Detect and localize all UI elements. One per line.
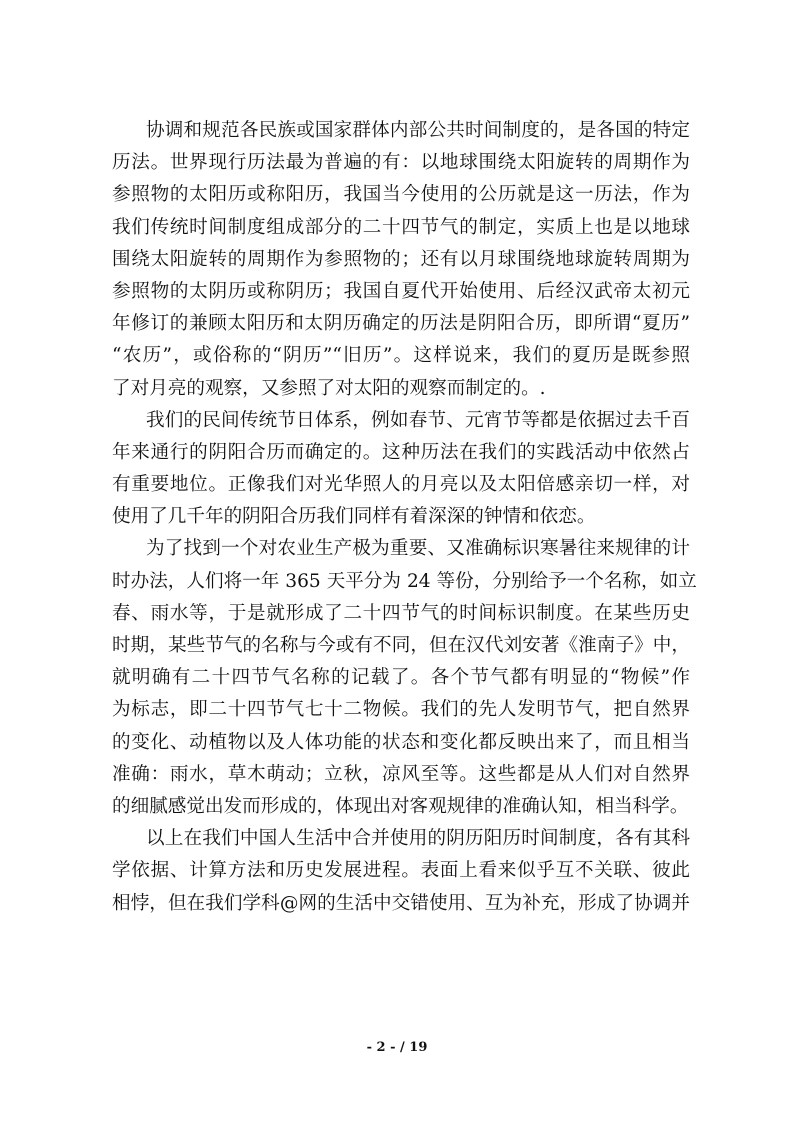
text-line: 准确：雨水，草木萌动；立秋，凉风至等。这些都是从人们对自然界 xyxy=(112,763,690,785)
text-line: 以上在我们中国人生活中合并使用的阴历阳历时间制度，各有其科 xyxy=(146,828,690,850)
text-line: 的细腻感觉出发而形成的，体现出对客观规律的准确认知，相当科学。 xyxy=(112,795,689,817)
text-line: 参照物的太阳历或称阳历，我国当今使用的公历就是这一历法，作为 xyxy=(112,184,690,206)
text-line: 了对月亮的观察，又参照了对太阳的观察而制定的。. xyxy=(112,377,546,399)
text-line: 历法。世界现行历法最为普遍的有：以地球围绕太阳旋转的周期作为 xyxy=(112,152,690,174)
text-line: 我们传统时间制度组成部分的二十四节气的制定，实质上也是以地球 xyxy=(112,216,690,238)
text-line: 围绕太阳旋转的周期作为参照物的；还有以月球围绕地球旋转周期为 xyxy=(112,248,690,270)
text-line: 年修订的兼顾太阳历和太阴历确定的历法是阴阳合历，即所谓“夏历” xyxy=(112,313,690,335)
text-line: “农历”，或俗称的“阴历”“旧历”。这样说来，我们的夏历是既参照 xyxy=(112,345,690,367)
text-line: 时办法，人们将一年 365 天平分为 24 等份，分别给予一个名称，如立 xyxy=(112,570,697,592)
text-line: 协调和规范各民族或国家群体内部公共时间制度的，是各国的特定 xyxy=(146,120,690,141)
body-text xyxy=(112,115,697,920)
text-line: 的变化、动植物以及人体功能的状态和变化都反映出来了，而且相当 xyxy=(112,731,690,753)
text-line: 为标志，即二十四节气七十二物候。我们的先人发明节气，把自然界 xyxy=(112,699,690,721)
text-line: 参照物的太阴历或称阴历；我国自夏代开始使用、后经汉武帝太初元 xyxy=(112,280,690,302)
text-line: 我们的民间传统节日体系，例如春节、元宵节等都是依据过去千百 xyxy=(146,409,690,431)
page-number: - 2 - / 19 xyxy=(366,1040,428,1055)
text-line: 为了找到一个对农业生产极为重要、又准确标识寒暑往来规律的计 xyxy=(146,538,690,560)
text-line: 有重要地位。正像我们对光华照人的月亮以及太阳倍感亲切一样，对 xyxy=(112,474,690,496)
text-line: 年来通行的阴阳合历而确定的。这种历法在我们的实践活动中依然占 xyxy=(112,441,690,463)
text-line: 就明确有二十四节气名称的记载了。各个节气都有明显的“物候”作 xyxy=(112,667,690,689)
text-line: 学依据、计算方法和历史发展进程。表面上看来似乎互不关联、彼此 xyxy=(112,860,690,882)
text-line: 时期，某些节气的名称与今或有不同，但在汉代刘安著《淮南子》中， xyxy=(112,635,690,656)
text-line: 使用了几千年的阴阳合历我们同样有着深深的钟情和依恋。 xyxy=(112,506,596,528)
text-line: 春、雨水等，于是就形成了二十四节气的时间标识制度。在某些历史 xyxy=(112,602,690,624)
text-line: 相悖，但在我们学科@网的生活中交错使用、互为补充，形成了协调并 xyxy=(112,892,690,914)
